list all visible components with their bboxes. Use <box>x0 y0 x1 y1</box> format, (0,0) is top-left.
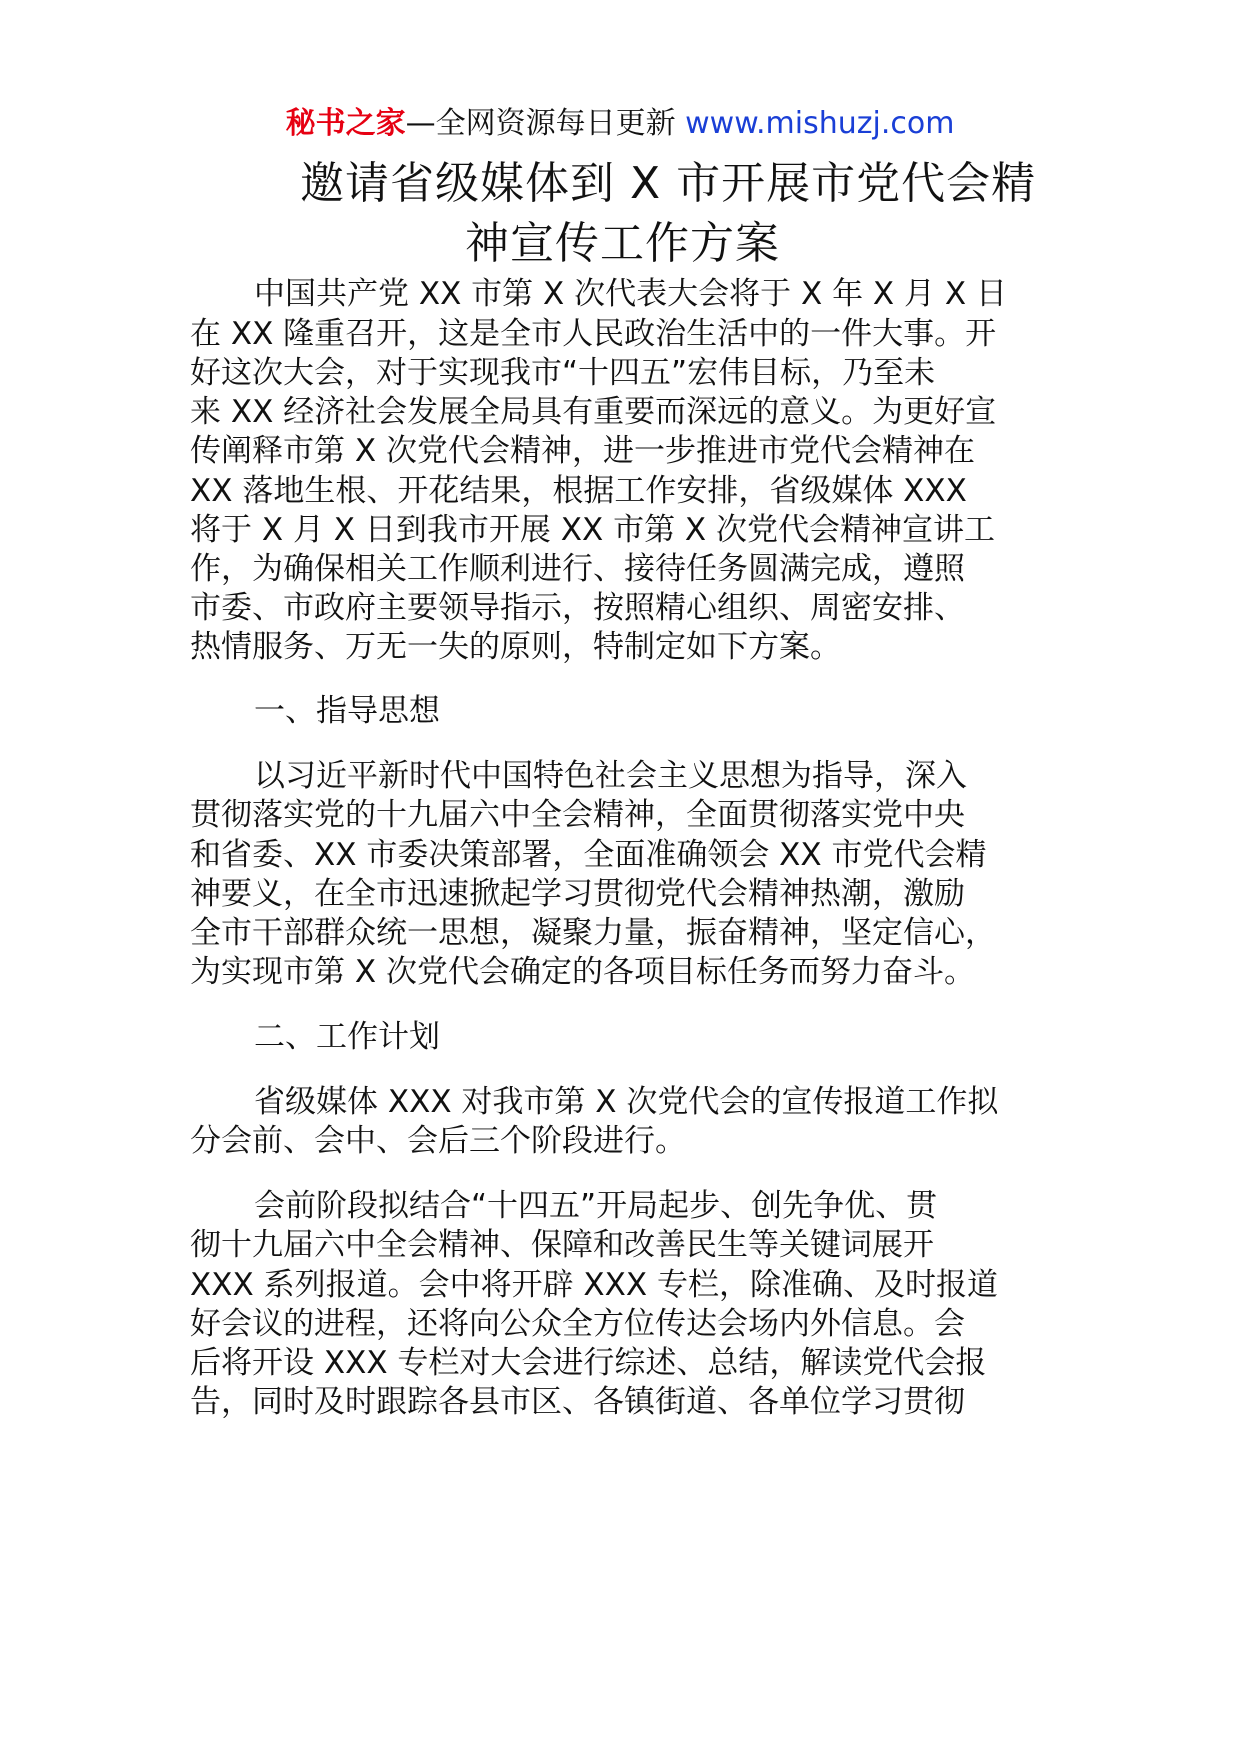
paragraph-4-line: 会前阶段拟结合“十四五”开局起步、创先争优、贯 <box>254 1188 938 1224</box>
paragraph-4-line: XXX 系列报道。会中将开辟 XXX 专栏，除准确、及时报道 <box>190 1267 998 1303</box>
paragraph-4-line: 告，同时及时跟踪各县市区、各镇街道、各单位学习贯彻 <box>190 1384 965 1420</box>
section-heading-work-plan: 二、工作计划 <box>254 1019 440 1055</box>
paragraph-2-line: 和省委、XX 市委决策部署，全面准确领会 XX 市党代会精 <box>190 837 987 873</box>
document-title-line-1: 邀请省级媒体到 X 市开展市党代会精 <box>300 158 1037 209</box>
paragraph-1-line: 中国共产党 XX 市第 X 次代表大会将于 X 年 X 月 X 日 <box>254 276 1007 312</box>
paragraph-1-line: 热情服务、万无一失的原则，特制定如下方案。 <box>190 629 841 665</box>
site-brand: 秘书之家 <box>285 106 406 141</box>
document-title-line-2: 神宣传工作方案 <box>465 218 780 269</box>
section-heading-guiding-ideology: 一、指导思想 <box>254 693 440 729</box>
site-header <box>0 104 1240 144</box>
paragraph-3-line: 分会前、会中、会后三个阶段进行。 <box>190 1123 686 1159</box>
paragraph-1-line: 将于 X 月 X 日到我市开展 XX 市第 X 次党代会精神宣讲工 <box>190 512 996 548</box>
paragraph-4-line: 彻十九届六中全会精神、保障和改善民生等关键词展开 <box>190 1227 934 1263</box>
paragraph-2-line: 贯彻落实党的十九届六中全会精神，全面贯彻落实党中央 <box>190 797 965 833</box>
paragraph-2-line: 为实现市第 X 次党代会确定的各项目标任务而努力奋斗。 <box>190 954 975 990</box>
site-url-link[interactable]: www.mishuzj.com <box>685 106 955 141</box>
paragraph-1-line: 在 XX 隆重召开，这是全市人民政治生活中的一件大事。开 <box>190 316 997 352</box>
paragraph-3-line: 省级媒体 XXX 对我市第 X 次党代会的宣传报道工作拟 <box>254 1084 999 1120</box>
site-tagline: —全网资源每日更新 <box>405 106 686 141</box>
paragraph-2-line: 全市干部群众统一思想，凝聚力量，振奋精神，坚定信心， <box>190 915 996 951</box>
paragraph-4-line: 好会议的进程，还将向公众全方位传达会场内外信息。会 <box>190 1306 965 1342</box>
paragraph-4-line: 后将开设 XXX 专栏对大会进行综述、总结，解读党代会报 <box>190 1345 987 1381</box>
paragraph-2-line: 以习近平新时代中国特色社会主义思想为指导，深入 <box>254 758 967 794</box>
paragraph-1-line: 好这次大会，对于实现我市“十四五”宏伟目标，乃至未 <box>190 355 936 391</box>
paragraph-1-line: 传阐释市第 X 次党代会精神，进一步推进市党代会精神在 <box>190 433 975 469</box>
paragraph-1-line: 作，为确保相关工作顺利进行、接待任务圆满完成，遵照 <box>190 551 965 587</box>
paragraph-1-line: 市委、市政府主要领导指示，按照精心组织、周密安排、 <box>190 590 965 626</box>
paragraph-2-line: 神要义，在全市迅速掀起学习贯彻党代会精神热潮，激励 <box>190 876 965 912</box>
paragraph-1-line: 来 XX 经济社会发展全局具有重要而深远的意义。为更好宣 <box>190 394 997 430</box>
paragraph-1-line: XX 落地生根、开花结果，根据工作安排，省级媒体 XXX <box>190 473 967 509</box>
